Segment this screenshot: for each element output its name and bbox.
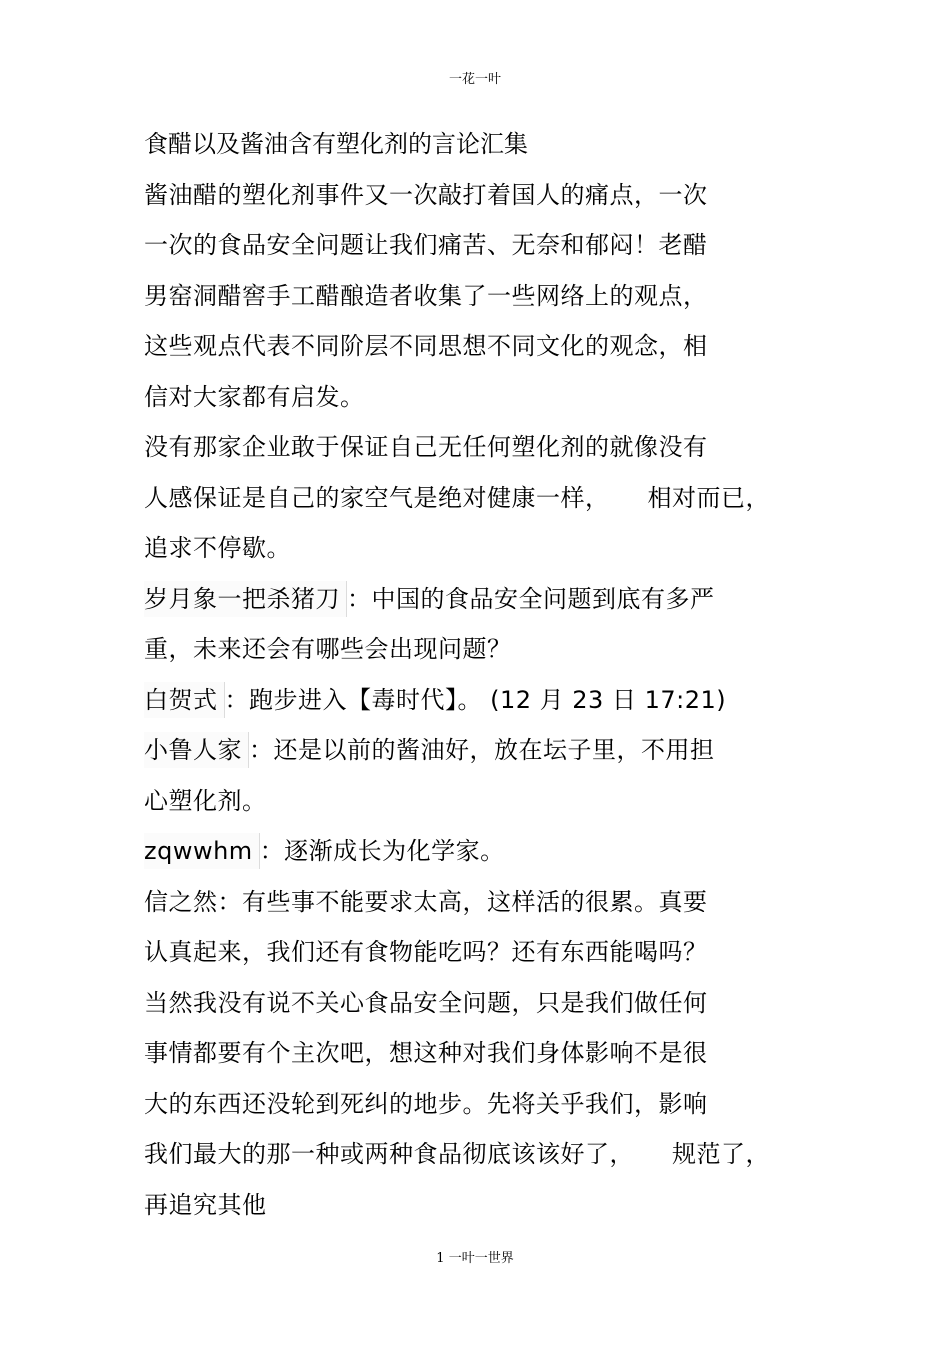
comment-line: 信之然：有些事不能要求太高，这样活的很累。真要 — [144, 887, 708, 916]
comment-line: 再追究其他 — [144, 1190, 267, 1219]
comment-line — [144, 574, 804, 625]
intro-line-5: 信对大家都有启发。 — [144, 382, 365, 411]
document-title: 食醋以及酱油含有塑化剂的言论汇集 — [144, 130, 528, 158]
comment-text: ：中国的食品安全问题到底有多严 — [347, 584, 715, 613]
comment-line: 事情都要有个主次吧，想这种对我们身体影响不是很 — [144, 1039, 708, 1067]
comment-speaker: 岁月象一把杀猪刀 — [144, 581, 347, 617]
comment-continuation: 心塑化剂。 — [144, 786, 267, 815]
comment-text: ：还是以前的酱油好，放在坛子里，不用担 — [249, 736, 715, 764]
paragraph-line — [144, 473, 804, 524]
comment-text: 我们最大的那一种或两种食品彻底该该好了， — [144, 1140, 634, 1168]
comment-line — [144, 1129, 804, 1180]
comment-line: 大的东西还没轮到死纠的地步。先将关乎我们，影响 — [144, 1089, 708, 1118]
paragraph-text: 相对而已， — [647, 483, 770, 512]
comment-continuation: 重，未来还会有哪些会出现问题？ — [144, 635, 512, 663]
comment-line: 认真起来，我们还有食物能吃吗？还有东西能喝吗？ — [144, 938, 708, 966]
intro-line-2: 一次的食品安全问题让我们痛苦、无奈和郁闷！老醋 — [144, 231, 708, 259]
comment-line — [144, 675, 804, 726]
comment-line — [144, 725, 804, 776]
intro-line-3: 男窑洞醋窖手工醋酿造者收集了一些网络上的观点， — [144, 281, 708, 310]
paragraph-line: 没有那家企业敢于保证自己无任何塑化剂的就像没有 — [144, 433, 708, 461]
intro-line-4: 这些观点代表不同阶层不同思想不同文化的观念，相 — [144, 332, 708, 360]
comment-line — [144, 826, 804, 877]
comment-speaker: zqwwhm — [144, 833, 260, 869]
comment-text: ：跑步进入【毒时代】。 (12 月 23 日 17:21) — [224, 685, 727, 714]
intro-line-1: 酱油醋的塑化剂事件又一次敲打着国人的痛点，一次 — [144, 180, 708, 209]
comment-line: 当然我没有说不关心食品安全问题，只是我们做任何 — [144, 988, 708, 1017]
paragraph-line: 追求不停歇。 — [144, 534, 291, 562]
comment-text: ：逐渐成长为化学家。 — [259, 837, 505, 865]
paragraph-text: 人感保证是自己的家空气是绝对健康一样， — [144, 483, 610, 512]
comment-text: 规范了， — [672, 1140, 770, 1168]
comment-speaker: 白贺式 — [144, 682, 225, 718]
comment-speaker: 小鲁人家 — [144, 732, 249, 768]
page-footer: 1 一叶一世界 — [436, 1251, 514, 1266]
document-body — [144, 119, 804, 1230]
page-header: 一花一叶 — [448, 72, 501, 87]
